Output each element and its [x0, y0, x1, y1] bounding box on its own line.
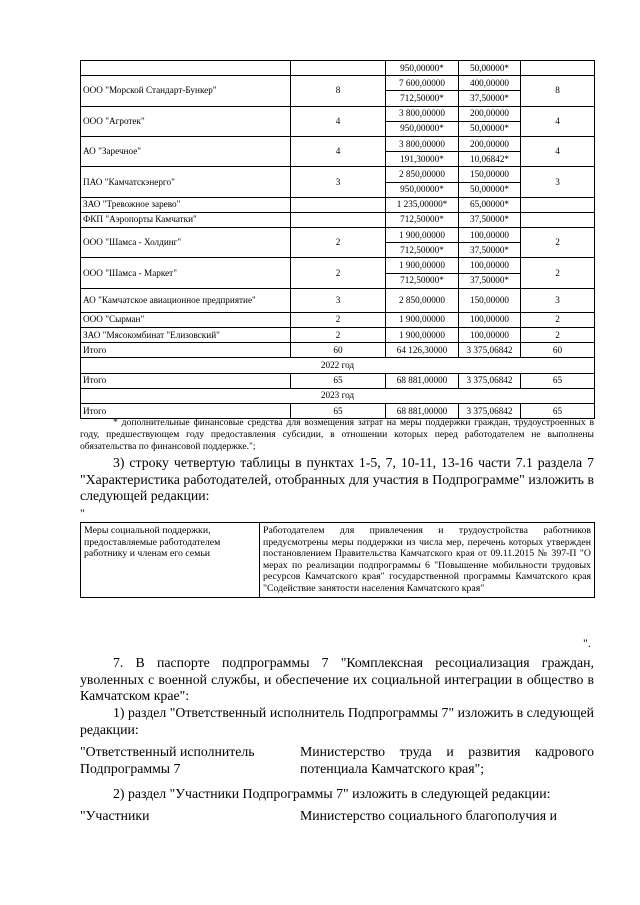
total-count-cell: 65	[521, 373, 595, 388]
amount-cell: 1 900,00000	[386, 312, 459, 327]
total-jobs-cell: 60	[291, 343, 386, 358]
company-name-cell: ООО "Сырман"	[81, 312, 291, 327]
table-row	[81, 136, 595, 151]
subsidy-cell: 50,00000*	[459, 182, 521, 197]
subsidy-cell: 400,00000	[459, 76, 521, 91]
subsidy-cell: 37,50000*	[459, 212, 521, 227]
subsidy-cell: 37,50000*	[459, 243, 521, 258]
count-cell	[521, 197, 595, 212]
jobs-cell: 4	[291, 106, 386, 136]
amount-cell: 712,50000*	[386, 243, 459, 258]
measures-value-cell: Работодателем для привлечения и трудоустройства работников предусмотрены меры поддержки из числа мер, перечень которых утвержден постановлением Правительства Камчатского края от 09.11.2015 № 397-П "О мерах по реализации подпрограммы 6 "Повышение мобильности трудовых ресурсов Камчатского края" государственной программы Камчатского края "Содействие занятости населения Камчатского края"	[260, 523, 595, 598]
count-cell: 3	[521, 167, 595, 197]
total-count-cell: 65	[521, 403, 595, 418]
company-name-cell: АО "Камчатское авиационное предприятие"	[81, 288, 291, 312]
close-quote: ".	[583, 636, 591, 650]
total-label-cell: Итого	[81, 373, 291, 388]
total-count-cell: 60	[521, 343, 595, 358]
jobs-cell	[291, 212, 386, 227]
amount-cell: 950,00000*	[386, 182, 459, 197]
subsidy-cell: 50,00000*	[459, 61, 521, 76]
year-row	[81, 358, 595, 373]
total-label-cell: Итого	[81, 403, 291, 418]
subsidy-cell: 100,00000	[459, 228, 521, 243]
amount-cell: 712,50000*	[386, 273, 459, 288]
subsidy-cell: 150,00000	[459, 288, 521, 312]
total-jobs-cell: 65	[291, 403, 386, 418]
jobs-cell: 2	[291, 258, 386, 288]
company-name-cell: ЗАО "Мясокомбинат "Елизовский"	[81, 328, 291, 343]
table-row	[81, 312, 595, 327]
participants-label: "Участники	[80, 808, 150, 823]
jobs-cell: 3	[291, 288, 386, 312]
total-subsidy-cell: 3 375,06842	[459, 373, 521, 388]
total-amount-cell: 68 881,00000	[386, 373, 459, 388]
year-heading-cell: 2023 год	[81, 388, 595, 403]
count-cell: 4	[521, 106, 595, 136]
company-name-cell: АО "Заречное"	[81, 136, 291, 166]
subsidy-cell: 10,06842*	[459, 152, 521, 167]
paragraph-3: 3) строку четвертую таблицы в пунктах 1-5, 7, 10-11, 13-16 части 7.1 раздела 7 "Характеристика работодателей, отобранных для участия в Подпрограмме" изложить в следующей редакции:	[80, 455, 594, 504]
amount-cell: 1 900,00000	[386, 258, 459, 273]
count-cell	[521, 212, 595, 227]
amount-cell: 7 600,00000	[386, 76, 459, 91]
responsible-executor-block	[80, 744, 594, 780]
table-row	[81, 212, 595, 227]
company-name-cell: ООО "Шамса - Холдинг"	[81, 228, 291, 258]
subsidy-cell: 100,00000	[459, 328, 521, 343]
open-quote: "	[80, 506, 85, 520]
participants-value: Министерство социального благополучия и	[300, 808, 557, 823]
total-amount-cell: 68 881,00000	[386, 403, 459, 418]
paragraph-7-2: 2) раздел "Участники Подпрограммы 7" изложить в следующей редакции:	[113, 786, 551, 801]
company-name-cell: ООО "Агротек"	[81, 106, 291, 136]
subsidy-cell: 150,00000	[459, 167, 521, 182]
amount-cell: 2 850,00000	[386, 288, 459, 312]
responsible-executor-value: Министерство труда и развития кадрового потенциала Камчатского края";	[300, 744, 594, 776]
subsidy-cell: 65,00000*	[459, 197, 521, 212]
total-subsidy-cell: 3 375,06842	[459, 403, 521, 418]
year-heading-cell: 2022 год	[81, 358, 595, 373]
table-row	[81, 76, 595, 91]
subsidy-cell: 37,50000*	[459, 273, 521, 288]
company-name-cell: ООО "Шамса - Маркет"	[81, 258, 291, 288]
table-row	[81, 258, 595, 273]
jobs-cell	[291, 197, 386, 212]
count-cell: 3	[521, 288, 595, 312]
subsidy-cell: 200,00000	[459, 136, 521, 151]
company-name-cell: ООО "Морской Стандарт-Бункер"	[81, 76, 291, 106]
jobs-cell: 2	[291, 228, 386, 258]
year-row	[81, 388, 595, 403]
count-cell	[521, 61, 595, 76]
paragraph-7: 7. В паспорте подпрограммы 7 "Комплексная ресоциализация граждан, уволенных с военной службы, и обеспечение их социальной интеграции в общество в Камчатском крае":	[80, 655, 594, 704]
total-subsidy-cell: 3 375,06842	[459, 343, 521, 358]
subsidy-cell: 100,00000	[459, 258, 521, 273]
subsidy-cell: 100,00000	[459, 312, 521, 327]
footnote: * дополнительные финансовые средства для возмещения затрат на меры поддержки граждан, трудоустроенных в году, предшествующем году предоставления субсидии, в отношении которых перед работодателем не выполнены обязательства по финансовой поддержке.";	[80, 417, 594, 452]
responsible-executor-label: "Ответственный исполнитель Подпрограммы 7	[80, 744, 255, 776]
amount-cell: 712,50000*	[386, 91, 459, 106]
paragraph-7-1: 1) раздел "Ответственный исполнитель Подпрограммы 7" изложить в следующей редакции:	[80, 705, 594, 737]
jobs-cell: 8	[291, 76, 386, 106]
total-row	[81, 343, 595, 358]
subsidy-cell: 37,50000*	[459, 91, 521, 106]
table-row	[81, 197, 595, 212]
jobs-cell: 3	[291, 167, 386, 197]
amount-cell: 1 235,00000*	[386, 197, 459, 212]
subsidy-cell: 200,00000	[459, 106, 521, 121]
company-name-cell	[81, 61, 291, 76]
table-row	[81, 328, 595, 343]
table-row	[81, 61, 595, 76]
count-cell: 8	[521, 76, 595, 106]
count-cell: 4	[521, 136, 595, 166]
total-amount-cell: 64 126,30000	[386, 343, 459, 358]
amount-cell: 191,30000*	[386, 152, 459, 167]
total-label-cell: Итого	[81, 343, 291, 358]
amount-cell: 3 800,00000	[386, 136, 459, 151]
company-name-cell: ЗАО "Тревожное зарево"	[81, 197, 291, 212]
amount-cell: 950,00000*	[386, 61, 459, 76]
amount-cell: 1 900,00000	[386, 328, 459, 343]
company-name-cell: ПАО "Камчатскэнерго"	[81, 167, 291, 197]
table-row	[81, 167, 595, 182]
subsidy-cell: 50,00000*	[459, 121, 521, 136]
company-name-cell: ФКП "Аэропорты Камчатки"	[81, 212, 291, 227]
jobs-cell	[291, 61, 386, 76]
count-cell: 2	[521, 258, 595, 288]
amount-cell: 950,00000*	[386, 121, 459, 136]
jobs-cell: 4	[291, 136, 386, 166]
count-cell: 2	[521, 228, 595, 258]
amount-cell: 3 800,00000	[386, 106, 459, 121]
jobs-cell: 2	[291, 312, 386, 327]
amount-cell: 1 900,00000	[386, 228, 459, 243]
count-cell: 2	[521, 312, 595, 327]
total-jobs-cell: 65	[291, 373, 386, 388]
amount-cell: 2 850,00000	[386, 167, 459, 182]
table-row	[81, 228, 595, 243]
support-measures-table	[80, 522, 595, 598]
participants-block	[80, 808, 594, 828]
table-row	[81, 106, 595, 121]
total-row	[81, 373, 595, 388]
count-cell: 2	[521, 328, 595, 343]
employers-table	[80, 60, 595, 419]
measures-label-cell: Меры социальной поддержки, предоставляемые работодателем работнику и членам его семьи	[81, 523, 260, 598]
jobs-cell: 2	[291, 328, 386, 343]
amount-cell: 712,50000*	[386, 212, 459, 227]
table-row	[81, 288, 595, 312]
